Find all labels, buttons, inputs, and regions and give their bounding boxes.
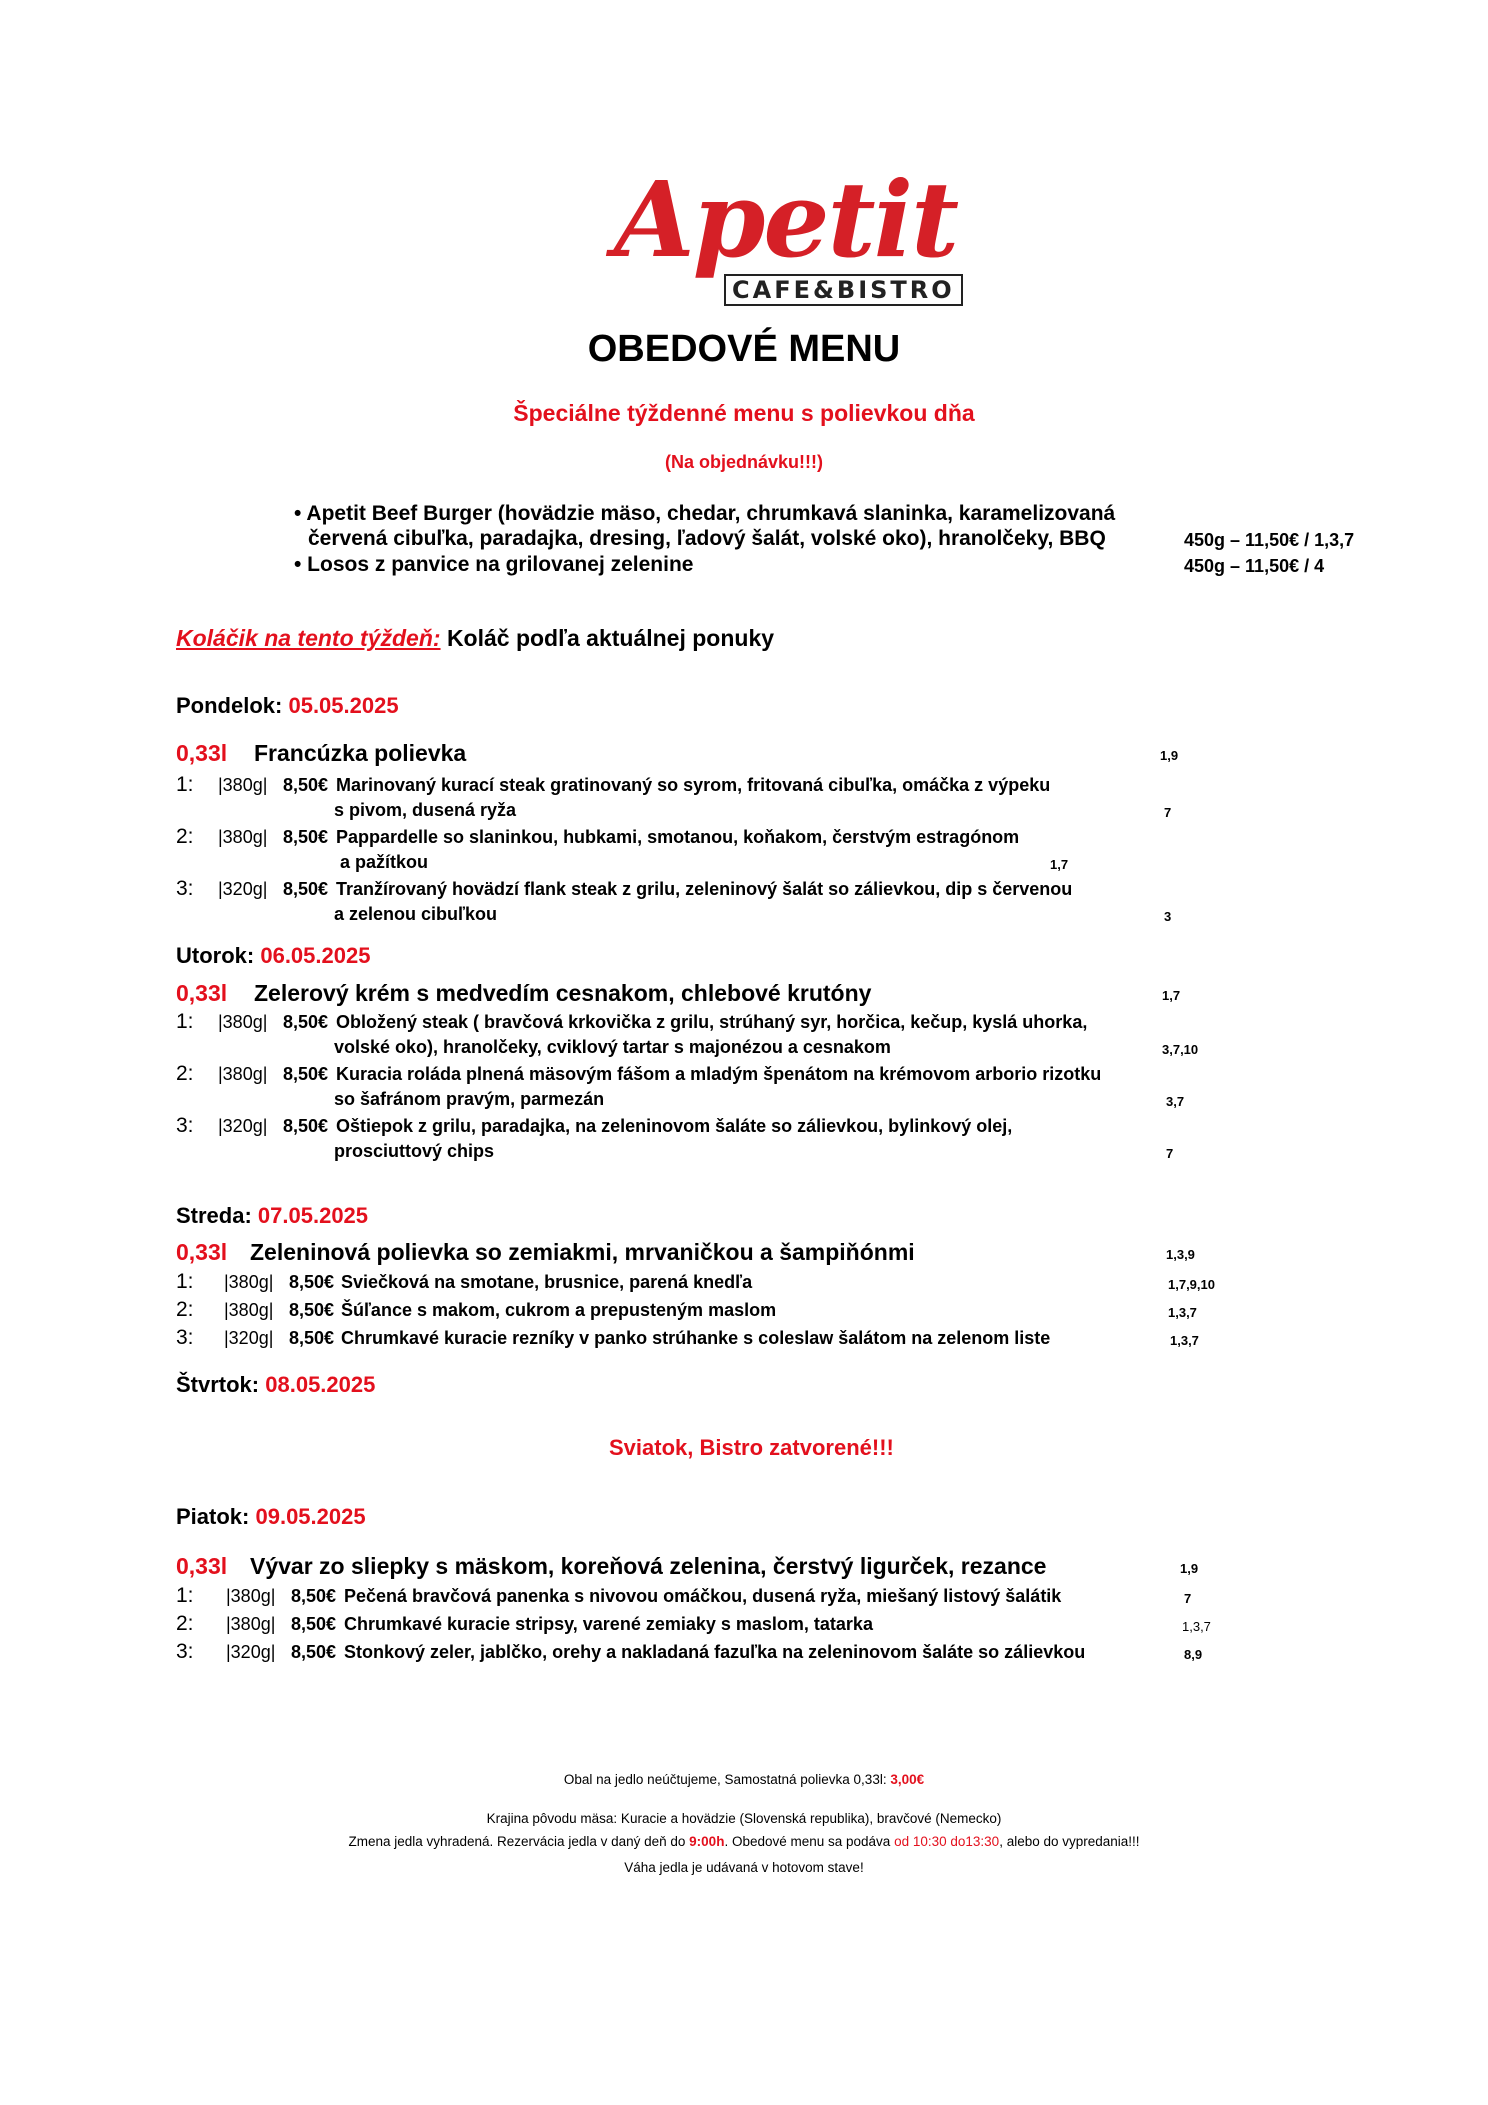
- meal-number: 2:: [176, 1612, 194, 1635]
- footer-packaging: Obal na jedlo neúčtujeme, Samostatná polievka 0,33l:: [563, 1772, 891, 1787]
- meal-number: 3:: [176, 1640, 194, 1663]
- meal-weight: |320g|: [218, 1116, 268, 1136]
- meal-weight: |320g|: [218, 879, 268, 899]
- day-header-tuesday: [176, 943, 370, 969]
- meal-number: 3:: [176, 1326, 194, 1349]
- day-header-wednesday: [176, 1203, 368, 1229]
- meal-price: 8,50€: [283, 1064, 329, 1084]
- meal-price: 8,50€: [283, 1116, 329, 1136]
- special-note: (Na objednávku!!!): [664, 452, 823, 472]
- special-item-2: • Losos z panvice na grilovanej zelenine: [294, 553, 694, 576]
- meal-description: Stonkový zeler, jablčko, orehy a nakladaná fazuľka na zeleninovom šaláte so zálievkou: [344, 1642, 1086, 1662]
- meal-description: Sviečková na smotane, brusnice, parená knedľa: [341, 1272, 753, 1292]
- footer-serving-hours: od 10:30 do13:30: [894, 1834, 1000, 1849]
- meal-allergens: 1,7,9,10: [1168, 1277, 1215, 1292]
- meal-weight: |380g|: [226, 1614, 276, 1634]
- meal-weight: |320g|: [226, 1642, 276, 1662]
- meal-description-cont: so šafránom pravým, parmezán: [334, 1089, 605, 1109]
- meal-weight: |380g|: [218, 827, 268, 847]
- page-title: OBEDOVÉ MENU: [587, 328, 901, 370]
- day-date: 06.05.2025: [260, 943, 371, 968]
- meal-price: 8,50€: [289, 1300, 335, 1320]
- meal-description-cont: a pažítkou: [340, 852, 429, 872]
- meal-price: 8,50€: [283, 1012, 329, 1032]
- soup-name: Francúzka polievka: [254, 740, 467, 766]
- meal-weight: |380g|: [218, 1012, 268, 1032]
- soup-allergens: 1,7: [1162, 988, 1181, 1003]
- footer-line-4: Váha jedla je udávaná v hotovom stave!: [624, 1860, 864, 1875]
- meal-description: Pappardelle so slaninkou, hubkami, smotanou, koňakom, čerstvým estragónom: [336, 827, 1020, 847]
- special-item-1-line-1: • Apetit Beef Burger (hovädzie mäso, chedar, chrumkavá slaninka, karamelizovaná: [294, 502, 1116, 525]
- day-header-thursday: [176, 1372, 375, 1398]
- footer-text: Zmena jedla vyhradená. Rezervácia jedla v daný deň do: [348, 1834, 690, 1849]
- day-date: 05.05.2025: [288, 693, 399, 718]
- meal-allergens: 1,3,7: [1170, 1333, 1199, 1348]
- day-label: Štvrtok:: [176, 1372, 260, 1397]
- meal-description: Chrumkavé kuracie rezníky v panko strúhanke s coleslaw šalátom na zelenom liste: [341, 1328, 1051, 1348]
- logo-subtitle: CAFE&BISTRO: [724, 274, 963, 306]
- soup-name: Vývar zo sliepky s mäskom, koreňová zelenina, čerstvý ligurček, rezance: [250, 1553, 1047, 1579]
- meal-description: Oštiepok z grilu, paradajka, na zeleninovom šaláte so zálievkou, bylinkový olej,: [336, 1116, 1013, 1136]
- special-heading: Špeciálne týždenné menu s polievkou dňa: [513, 400, 975, 426]
- meal-number: 2:: [176, 825, 194, 848]
- closed-notice: Sviatok, Bistro zatvorené!!!: [609, 1435, 894, 1460]
- special-item-1-line-2: červená cibuľka, paradajka, dresing, ľadový šalát, volské oko), hranolčeky, BBQ: [308, 527, 1106, 550]
- day-header-monday: [176, 693, 399, 719]
- meal-weight: |380g|: [224, 1272, 274, 1292]
- meal-number: 1:: [176, 1584, 194, 1607]
- day-date: 08.05.2025: [265, 1372, 376, 1397]
- cake-label: Koláčik na tento týždeň:: [176, 625, 441, 651]
- meal-number: 1:: [176, 1270, 194, 1293]
- cake-text: Koláč podľa aktuálnej ponuky: [446, 625, 775, 651]
- meal-weight: |380g|: [218, 775, 268, 795]
- soup-size: 0,33l: [176, 740, 228, 766]
- meal-allergens: 3,7: [1166, 1094, 1185, 1109]
- meal-number: 3:: [176, 1114, 194, 1137]
- footer-reservation-time: 9:00h: [689, 1834, 725, 1849]
- soup-allergens: 1,3,9: [1166, 1247, 1195, 1262]
- meal-description: Tranžírovaný hovädzí flank steak z grilu, zeleninový šalát so zálievkou, dip s červenou: [336, 879, 1073, 899]
- meal-description: Pečená bravčová panenka s nivovou omáčkou, dusená ryža, miešaný listový šalátik: [344, 1586, 1062, 1606]
- day-date: 09.05.2025: [255, 1504, 366, 1529]
- soup-size: 0,33l: [176, 980, 228, 1006]
- footer-line-3: [0, 1834, 1488, 1849]
- meal-allergens: 3: [1164, 909, 1172, 924]
- soup-allergens: 1,9: [1160, 748, 1179, 763]
- meal-allergens: 3,7,10: [1162, 1042, 1199, 1057]
- meal-allergens: 1,3,7: [1182, 1619, 1211, 1634]
- meal-allergens: 1,7: [1050, 857, 1069, 872]
- meal-number: 1:: [176, 1010, 194, 1033]
- meal-description-cont: s pivom, dusená ryža: [334, 800, 517, 820]
- meal-allergens: 8,9: [1184, 1647, 1203, 1662]
- meal-description: Kuracia roláda plnená mäsovým fášom a mladým špenátom na krémovom arborio rizotku: [336, 1064, 1102, 1084]
- meal-price: 8,50€: [283, 879, 329, 899]
- meal-price: 8,50€: [291, 1614, 337, 1634]
- day-label: Utorok:: [176, 943, 255, 968]
- meal-price: 8,50€: [291, 1642, 337, 1662]
- meal-description: Šúľance s makom, cukrom a prepusteným maslom: [341, 1300, 777, 1320]
- meal-allergens: 7: [1184, 1591, 1192, 1606]
- meal-allergens: 7: [1164, 805, 1172, 820]
- footer-text: , alebo do vypredania!!!: [999, 1834, 1140, 1849]
- meal-allergens: 7: [1166, 1146, 1174, 1161]
- meal-description: Obložený steak ( bravčová krkovička z grilu, strúhaný syr, horčica, kečup, kyslá uhorka,: [336, 1012, 1088, 1032]
- meal-description-cont: volské oko), hranolčeky, cviklový tartar s majonézou a cesnakom: [334, 1037, 891, 1057]
- meal-description-cont: a zelenou cibuľkou: [334, 904, 497, 924]
- logo-script: Apetit: [614, 158, 958, 281]
- soup-size: 0,33l: [176, 1239, 228, 1265]
- special-item-2-price: 450g – 11,50€ / 4: [1184, 556, 1325, 576]
- cake-row: [176, 625, 774, 652]
- day-label: Piatok:: [176, 1504, 250, 1529]
- meal-price: 8,50€: [291, 1586, 337, 1606]
- meal-weight: |380g|: [218, 1064, 268, 1084]
- day-label: Streda:: [176, 1203, 252, 1228]
- footer-line-1: [0, 1772, 1488, 1787]
- meal-weight: |380g|: [224, 1300, 274, 1320]
- soup-name: Zeleninová polievka so zemiakmi, mrvaničkou a šampiňónmi: [250, 1239, 915, 1265]
- meal-weight: |380g|: [226, 1586, 276, 1606]
- meal-allergens: 1,3,7: [1168, 1305, 1197, 1320]
- soup-allergens: 1,9: [1180, 1561, 1199, 1576]
- footer-soup-price: 3,00€: [890, 1772, 925, 1787]
- meal-price: 8,50€: [283, 827, 329, 847]
- meal-weight: |320g|: [224, 1328, 274, 1348]
- meal-price: 8,50€: [289, 1272, 335, 1292]
- day-date: 07.05.2025: [257, 1203, 369, 1228]
- meal-description: Chrumkavé kuracie stripsy, varené zemiaky s maslom, tatarka: [344, 1614, 873, 1634]
- meal-price: 8,50€: [283, 775, 329, 795]
- meal-description: Marinovaný kurací steak gratinovaný so syrom, fritovaná cibuľka, omáčka z výpeku: [336, 775, 1051, 795]
- day-header-friday: [176, 1504, 366, 1530]
- meal-number: 3:: [176, 877, 194, 900]
- footer-text: . Obedové menu sa podáva: [724, 1834, 895, 1849]
- meal-description-cont: prosciuttový chips: [334, 1141, 495, 1161]
- footer-line-2: Krajina pôvodu mäsa: Kuracie a hovädzie (Slovenská republika), bravčové (Nemecko): [486, 1811, 1002, 1826]
- meal-price: 8,50€: [289, 1328, 335, 1348]
- meal-number: 1:: [176, 773, 194, 796]
- soup-size: 0,33l: [176, 1553, 228, 1579]
- meal-number: 2:: [176, 1298, 194, 1321]
- meal-number: 2:: [176, 1062, 194, 1085]
- soup-name: Zelerový krém s medvedím cesnakom, chlebové krutóny: [254, 980, 872, 1006]
- day-label: Pondelok:: [176, 693, 283, 718]
- special-item-1-price: 450g – 11,50€ / 1,3,7: [1184, 530, 1355, 550]
